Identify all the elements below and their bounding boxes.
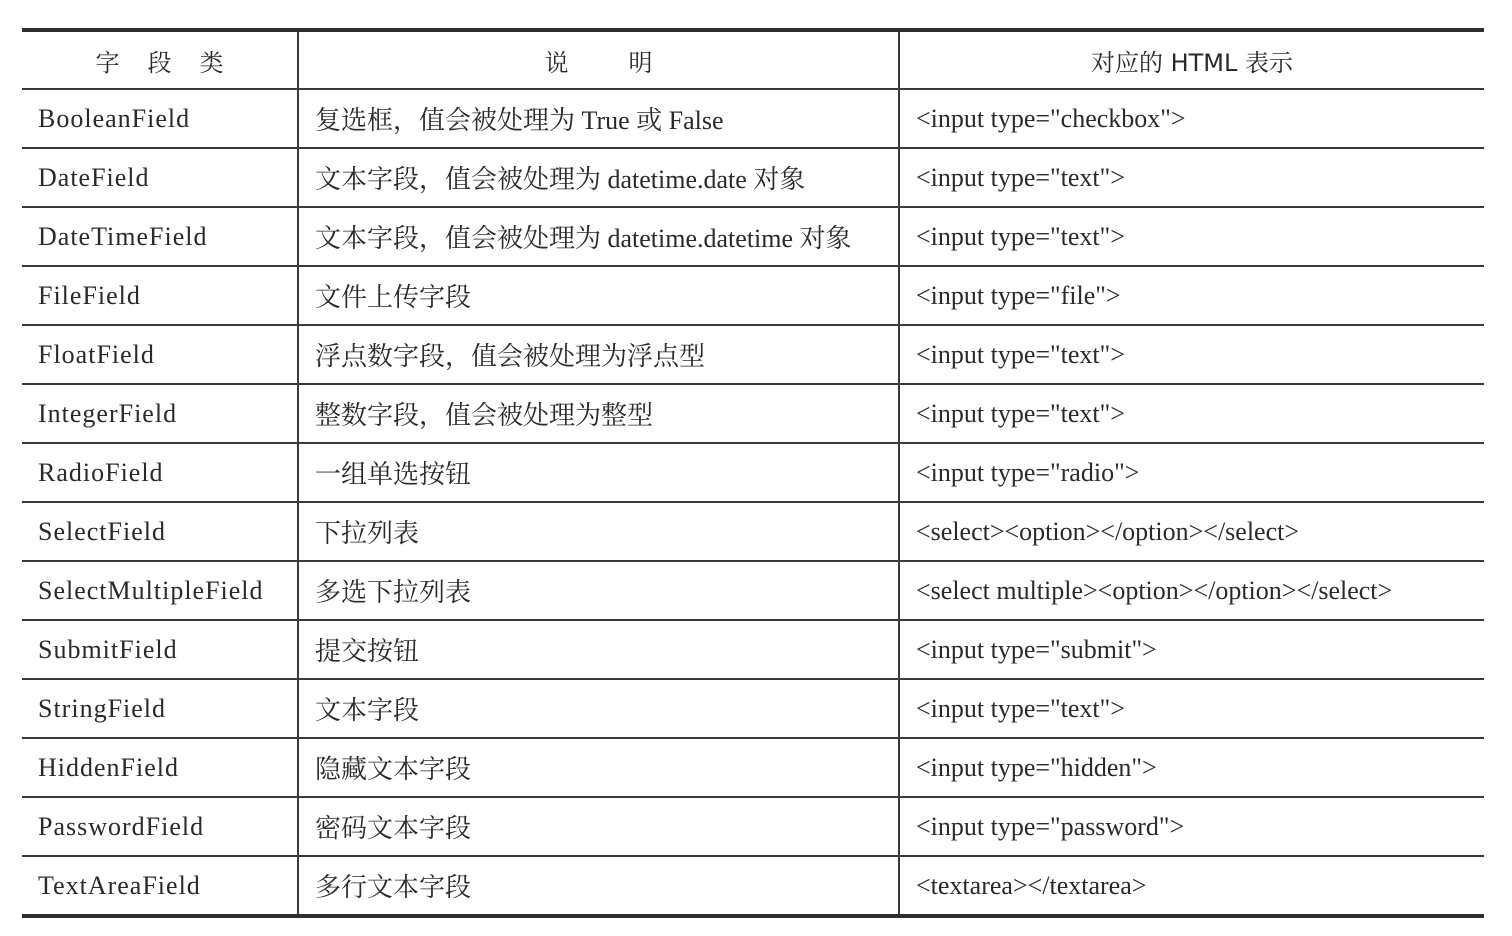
field-name: TextAreaField xyxy=(22,856,298,916)
field-html: <input type="text"> xyxy=(899,148,1484,207)
field-name: PasswordField xyxy=(22,797,298,856)
header-field-class: 字段类 xyxy=(22,30,298,89)
field-name: SelectMultipleField xyxy=(22,561,298,620)
field-types-table xyxy=(22,28,1484,918)
table-header-row xyxy=(22,30,1484,89)
field-description: 文本字段 xyxy=(298,679,899,738)
table-row xyxy=(22,207,1484,266)
field-html: <input type="radio"> xyxy=(899,443,1484,502)
field-description: 多行文本字段 xyxy=(298,856,899,916)
field-html: <input type="text"> xyxy=(899,384,1484,443)
field-description: 密码文本字段 xyxy=(298,797,899,856)
field-description: 下拉列表 xyxy=(298,502,899,561)
field-name: SubmitField xyxy=(22,620,298,679)
field-html: <select><option></option></select> xyxy=(899,502,1484,561)
field-html: <input type="text"> xyxy=(899,679,1484,738)
field-html: <input type="hidden"> xyxy=(899,738,1484,797)
field-html: <input type="checkbox"> xyxy=(899,89,1484,148)
table-row xyxy=(22,856,1484,916)
field-description: 隐藏文本字段 xyxy=(298,738,899,797)
field-name: FloatField xyxy=(22,325,298,384)
field-description: 浮点数字段，值会被处理为浮点型 xyxy=(298,325,899,384)
field-name: SelectField xyxy=(22,502,298,561)
table-row xyxy=(22,738,1484,797)
table-row xyxy=(22,384,1484,443)
table-row xyxy=(22,325,1484,384)
field-html: <textarea></textarea> xyxy=(916,870,1147,900)
field-html: <input type="password"> xyxy=(899,797,1484,856)
field-description: 文件上传字段 xyxy=(298,266,899,325)
field-name: DateField xyxy=(22,148,298,207)
field-description: 文本字段，值会被处理为 datetime.datetime 对象 xyxy=(298,207,899,266)
field-name: FileField xyxy=(22,266,298,325)
field-description: 文本字段，值会被处理为 datetime.date 对象 xyxy=(298,148,899,207)
header-description: 说明 xyxy=(298,30,899,89)
field-name: StringField xyxy=(22,679,298,738)
header-html-representation: 对应的 HTML 表示 xyxy=(899,30,1484,89)
table-row xyxy=(22,620,1484,679)
field-name: IntegerField xyxy=(22,384,298,443)
field-html: <input type="file"> xyxy=(899,266,1484,325)
field-name: DateTimeField xyxy=(22,207,298,266)
field-name: RadioField xyxy=(22,443,298,502)
table-row xyxy=(22,561,1484,620)
table-row xyxy=(22,443,1484,502)
table-row xyxy=(22,502,1484,561)
table-row xyxy=(22,679,1484,738)
field-name: HiddenField xyxy=(22,738,298,797)
field-description: 整数字段，值会被处理为整型 xyxy=(298,384,899,443)
field-description: 一组单选按钮 xyxy=(298,443,899,502)
field-name: BooleanField xyxy=(22,89,298,148)
field-html: <input type="submit"> xyxy=(899,620,1484,679)
field-description: 提交按钮 xyxy=(298,620,899,679)
field-html: <input type="text"> xyxy=(899,325,1484,384)
field-description: 多选下拉列表 xyxy=(298,561,899,620)
table-row xyxy=(22,266,1484,325)
table-row xyxy=(22,797,1484,856)
field-html: <select multiple><option></option></select> xyxy=(899,561,1484,620)
field-html: <input type="text"> xyxy=(899,207,1484,266)
field-description: 复选框，值会被处理为 True 或 False xyxy=(298,89,899,148)
table-row xyxy=(22,89,1484,148)
table-row xyxy=(22,148,1484,207)
